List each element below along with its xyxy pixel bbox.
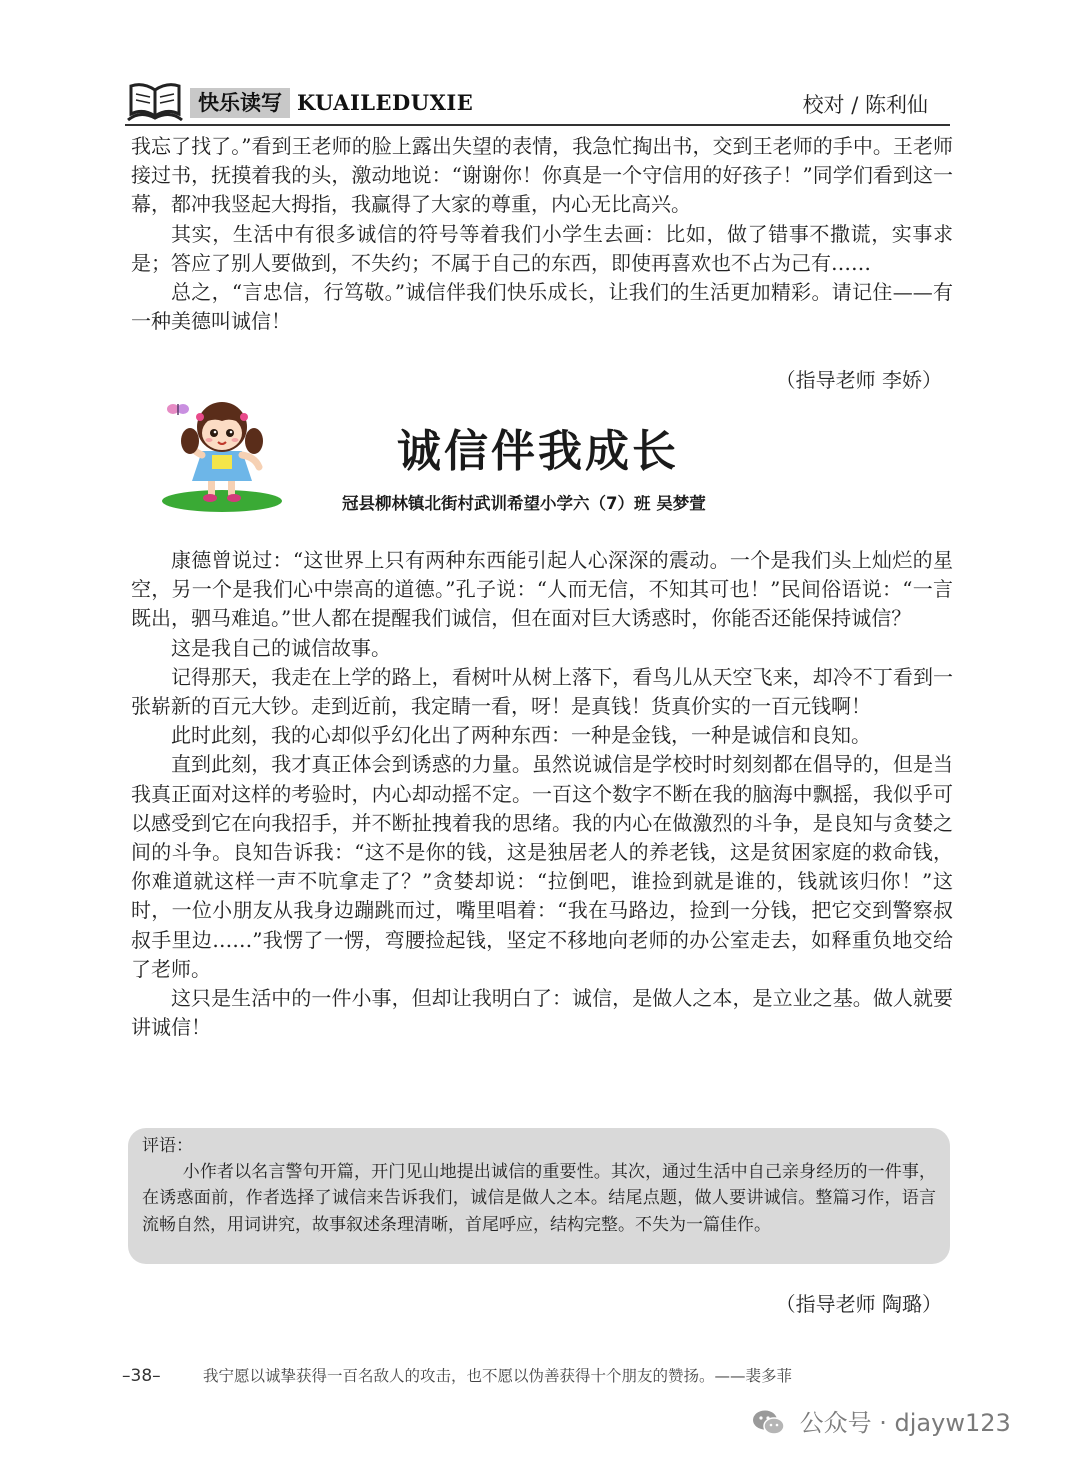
butterfly-icon [167, 404, 189, 415]
wechat-icon [752, 1409, 786, 1437]
header-divider [125, 124, 950, 126]
comment-text: 小作者以名言警句开篇，开门见山地提出诚信的重要性。其次，通过生活中自己亲身经历的一件事，在诱惑面前，作者选择了诚信来告诉我们，诚信是做人之本。结尾点题，做人要讲诚信。整篇习作，语言流畅自然，用词讲究，故事叙述条理清晰，首尾呼应，结构完整。不失为一篇佳作。 [142, 1162, 936, 1235]
open-book-icon [125, 80, 185, 124]
wechat-watermark [752, 1404, 1011, 1440]
previous-article-body [131, 132, 953, 336]
column-title-pinyin: KUAILEDUXIE [297, 90, 474, 115]
paragraph: 其实，生活中有很多诚信的符号等着我们小学生去画：比如，做了错事不撒谎，实事求是；答应了别人要做到，不失约；不属于自己的东西，即使再喜欢也不占为己有…… [131, 221, 953, 275]
paragraph: 此时此刻，我的心却似乎幻化出了两种东西：一种是金钱，一种是诚信和良知。 [171, 723, 871, 748]
paragraph: 总之，“言忠信，行笃敬。”诚信伴我们快乐成长，让我们的生活更加精彩。请记住——有一种美德叫诚信！ [131, 280, 953, 334]
article-byline: 冠县柳林镇北街村武训希望小学六（7）班 吴梦萱 [342, 494, 706, 513]
paragraph: 记得那天，我走在上学的路上，看树叶从树上落下，看鸟儿从天空飞来，却冷不丁看到一张崭新的百元大钞。走到近前，我定睛一看，呀！是真钱！货真价实的一百元钱啊！ [131, 664, 953, 719]
paragraph: 我忘了找了。”看到王老师的脸上露出失望的表情，我急忙掏出书，交到王老师的手中。王老师接过书，抚摸着我的头，激动地说：“谢谢你！你真是一个守信用的好孩子！”同学们看到这一幕，都冲我竖起大拇指，我赢得了大家的尊重，内心无比高兴。 [131, 134, 953, 217]
previous-teacher-credit: （指导老师 李娇） [775, 368, 942, 392]
article-body [131, 546, 953, 1042]
article-teacher-credit: （指导老师 陶璐） [775, 1292, 942, 1316]
cartoon-girl-icon [160, 395, 285, 515]
page-header [125, 78, 950, 128]
teacher-comment-box [128, 1128, 950, 1264]
footer-quote: 我宁愿以诚挚获得一百名敌人的攻击，也不愿以伪善获得十个朋友的赞扬。——裴多菲 [203, 1367, 793, 1385]
paragraph: 这只是生活中的一件小事，但却让我明白了：诚信，是做人之本，是立业之基。做人就要讲诚信！ [131, 986, 953, 1040]
column-title: 快乐读写 [190, 88, 290, 118]
paragraph: 康德曾说过：“这世界上只有两种东西能引起人心深深的震动。一个是我们头上灿烂的星空，另一个是我们心中崇高的道德。”孔子说：“人而无信，不知其可也！”民间俗语说：“一言既出，驷马难追。”世人都在提醒我们诚信，但在面对巨大诱惑时，你能否还能保持诚信？ [131, 548, 953, 631]
paragraph: 直到此刻，我才真正体会到诱惑的力量。虽然说诚信是学校时时刻刻都在倡导的，但是当我真正面对这样的考验时，内心却动摇不定。一百这个数字不断在我的脑海中飘摇，我似乎可以感受到它在向我招手，并不断扯拽着我的思绪。我的内心在做激烈的斗争，是良知与贪婪之间的斗争。良知告诉我：“这不是你的钱，这是独居老人的养老钱，这是贫困家庭的救命钱，你难道就这样一声不吭拿走了？”贪婪却说：“拉倒吧，谁捡到就是谁的，钱就该归你！”这时，一位小朋友从我身边蹦跳而过，嘴里唱着：“我在马路边，捡到一分钱，把它交到警察叔叔手里边……”我愣了一愣，弯腰捡起钱，坚定不移地向老师的办公室走去，如释重负地交给了老师。 [131, 752, 953, 981]
comment-label: 评语： [142, 1136, 193, 1156]
page-number: –38– [122, 1366, 161, 1386]
paragraph: 这是我自己的诚信故事。 [171, 635, 391, 660]
watermark-text: 公众号 · djayw123 [799, 1409, 1011, 1437]
article-title: 诚信伴我成长 [397, 426, 679, 477]
proofreader-credit: 校对 / 陈利仙 [802, 93, 928, 117]
